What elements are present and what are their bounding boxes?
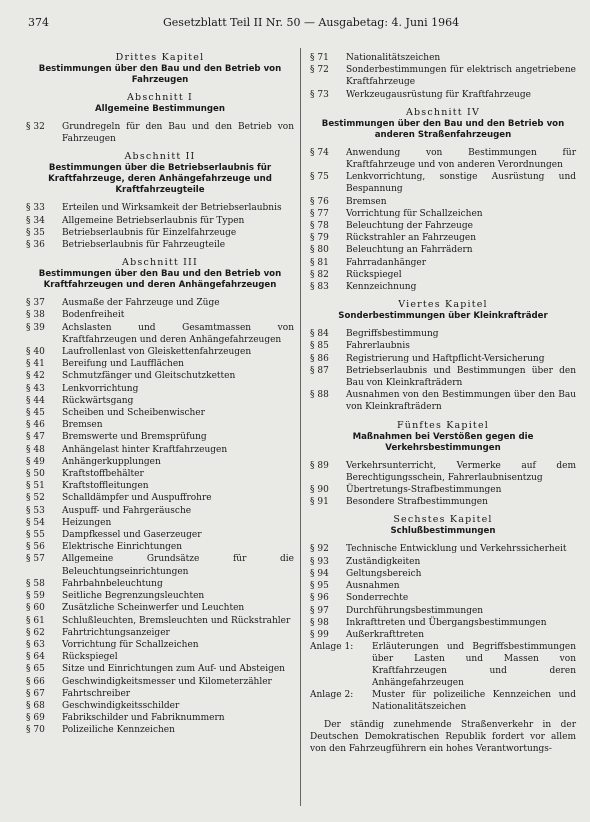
toc-entry [26, 541, 294, 553]
paragraph-number: § 74 [310, 147, 329, 158]
paragraph-number: § 93 [310, 556, 329, 567]
toc-entry [26, 419, 294, 431]
right-column [310, 52, 576, 755]
paragraph-title: Ausnahmen von den Bestimmungen über den Bau von Kleinkrafträdern [346, 390, 576, 413]
paragraph-number: § 99 [310, 629, 329, 640]
toc-entry [310, 89, 576, 101]
chapter-heading: Fünftes Kapitel [396, 419, 490, 431]
paragraph-title: Bereifung und Laufflächen [62, 359, 184, 370]
toc-entry [26, 215, 294, 227]
paragraph-title: Beleuchtung der Fahrzeuge [346, 221, 473, 232]
paragraph-number: § 70 [26, 725, 45, 736]
toc-entry [26, 615, 294, 627]
paragraph-title: Schlußleuchten, Bremsleuchten und Rückstrahler [62, 615, 291, 626]
chapter-heading: Sechstes Kapitel [393, 514, 493, 526]
paragraph-title: Technische Entwicklung und Verkehrssicherheit [346, 544, 567, 555]
paragraph-title: Inkrafttreten und Übergangsbestimmungen [346, 617, 547, 628]
paragraph-number: § 60 [26, 603, 45, 614]
paragraph-number: § 73 [310, 89, 329, 100]
toc-entry [310, 340, 576, 352]
toc-entry [26, 358, 294, 370]
toc-entry [310, 281, 576, 293]
paragraph-title: Kraftstoffleitungen [62, 481, 149, 492]
paragraph-number: § 67 [26, 688, 45, 699]
paragraph-number: § 45 [26, 408, 45, 419]
toc-entry [26, 688, 294, 700]
paragraph-number: § 75 [310, 172, 329, 183]
paragraph-title: Nationalitätszeichen [346, 53, 441, 63]
paragraph-title: Betriebserlaubnis für Fahrzeugteile [62, 240, 226, 251]
toc-entry [26, 395, 294, 407]
paragraph-number: § 36 [26, 240, 45, 251]
paragraph-title: Lenkvorrichtung, sonstige Ausrüstung und Bespannung [346, 172, 576, 195]
toc-entry [310, 568, 576, 580]
paragraph-title: Grundregeln für den Bau und den Betrieb von Fahrzeugen [62, 122, 294, 145]
paragraph-title: Achslasten und Gesamtmassen von Kraftfahrzeugen und deren Anhängefahrzeugen [62, 322, 294, 345]
toc-entry [310, 543, 576, 555]
paragraph-number: § 50 [26, 469, 45, 480]
paragraph-title: Schalldämpfer und Auspuffrohre [62, 493, 212, 504]
paragraph-title: Betriebserlaubnis für Einzelfahrzeuge [62, 227, 237, 238]
toc-entry [26, 651, 294, 663]
section-title: Bestimmungen über den Bau und den Betrieb von anderen Straßenfahrzeugen [321, 118, 565, 140]
paragraph-title: Auspuff- und Fahrgeräusche [62, 505, 192, 516]
left-column [26, 52, 294, 737]
toc-entry [310, 171, 576, 195]
toc-entry [310, 244, 576, 256]
paragraph-title: Elektrische Einrichtungen [62, 542, 183, 553]
toc-entry [26, 480, 294, 492]
paragraph-number: § 68 [26, 700, 45, 711]
paragraph-title: Dampfkessel und Gaserzeuger [62, 530, 202, 541]
toc-entry [26, 712, 294, 724]
paragraph-number: § 58 [26, 578, 45, 589]
paragraph-number: § 47 [26, 432, 45, 443]
toc-entry [26, 121, 294, 145]
toc-entry [310, 220, 576, 232]
section-title: Allgemeine Bestimmungen [95, 104, 225, 114]
paragraph-title: Seitliche Begrenzungsleuchten [62, 591, 205, 602]
paragraph-title: Zusätzliche Scheinwerfer und Leuchten [62, 603, 245, 614]
paragraph-number: § 39 [26, 322, 45, 333]
toc-entry [26, 724, 294, 736]
paragraph-number: § 38 [26, 310, 45, 321]
toc-entry [26, 468, 294, 480]
paragraph-number: § 71 [310, 53, 329, 63]
paragraph-title: Sitze und Einrichtungen zum Auf- und Absteigen [62, 664, 285, 675]
paragraph-number: § 85 [310, 341, 329, 352]
paragraph-number: § 88 [310, 390, 329, 401]
section-heading: Abschnitt II [124, 151, 196, 163]
paragraph-number: § 49 [26, 456, 45, 467]
annex-label: Anlage 1: [310, 642, 354, 653]
section-title: Bestimmungen über den Bau und den Betrieb von Fahrzeugen [38, 64, 282, 85]
paragraph-title: Geschwindigkeitsschilder [62, 700, 180, 711]
toc-entry [26, 456, 294, 468]
toc-entry [310, 389, 576, 413]
paragraph-number: § 81 [310, 257, 329, 268]
toc-entry [26, 407, 294, 419]
toc-entry [310, 605, 576, 617]
toc-entry [26, 578, 294, 590]
toc-entry [310, 556, 576, 568]
paragraph-number: § 98 [310, 617, 329, 628]
annex-title: Erläuterungen und Begriffsbestimmungen über Lasten und Massen von Kraftfahrzeugen und deren Anhängefahrzeugen [372, 642, 576, 689]
toc-entry [310, 257, 576, 269]
toc-entry [310, 64, 576, 88]
paragraph-number: § 62 [26, 627, 45, 638]
paragraph-title: Übertretungs-Strafbestimmungen [346, 485, 502, 496]
paragraph-title: Fahrradanhänger [346, 257, 427, 268]
paragraph-title: Polizeiliche Kennzeichen [62, 725, 175, 736]
toc-entry [26, 505, 294, 517]
toc-entry [26, 346, 294, 358]
toc-entry [310, 496, 576, 508]
paragraph-title: Bodenfreiheit [62, 310, 125, 321]
paragraph-number: § 69 [26, 713, 45, 724]
paragraph-title: Betriebserlaubnis und Bestimmungen über den Bau von Kleinkrafträdern [346, 365, 576, 389]
toc-entry [310, 147, 576, 171]
toc-entry [26, 202, 294, 214]
section-title: Maßnahmen bei Verstößen gegen die Verkehrsbestimmungen [352, 431, 534, 453]
paragraph-number: § 80 [310, 245, 329, 256]
paragraph-title: Fabrikschilder und Fabriknummern [62, 713, 225, 724]
paragraph-number: § 84 [310, 329, 329, 340]
toc-entry [26, 700, 294, 712]
paragraph-number: § 61 [26, 615, 45, 626]
paragraph-title: Geschwindigkeitsmesser und Kilometerzähler [62, 676, 272, 687]
paragraph-title: Bremsen [346, 196, 387, 207]
section-heading: Abschnitt IV [405, 106, 481, 118]
toc-entry [26, 297, 294, 309]
paragraph-number: § 87 [310, 365, 329, 376]
toc-entry [310, 269, 576, 281]
paragraph-title: Anhängelast hinter Kraftfahrzeugen [62, 444, 228, 455]
paragraph-number: § 63 [26, 639, 45, 650]
section-heading: Abschnitt I [126, 92, 194, 103]
paragraph-title: Bremswerte und Bremsprüfung [62, 432, 207, 443]
toc-entry [26, 239, 294, 251]
paragraph-number: § 66 [26, 676, 45, 687]
toc-entry [26, 444, 294, 456]
annex-entry [310, 689, 576, 713]
paragraph-title: Rückwärtsgang [62, 395, 134, 406]
paragraph-title: Anwendung von Bestimmungen für Kraftfahrzeuge und von anderen Verordnungen [346, 147, 576, 171]
paragraph-number: § 32 [26, 122, 45, 132]
column-divider [300, 48, 301, 806]
annex-entry [310, 641, 576, 689]
paragraph-number: § 44 [26, 395, 45, 406]
paragraph-title: Schmutzfänger und Gleitschutzketten [62, 371, 236, 382]
paragraph-title: Lenkvorrichtung [62, 383, 139, 394]
paragraph-number: § 82 [310, 269, 329, 280]
toc-entry [310, 617, 576, 629]
section-title: Bestimmungen über die Betriebserlaubnis für Kraftfahrzeuge, deren Anhängefahrzeuge und Kraftfahrzeugteile [48, 163, 272, 196]
paragraph-title: Rückspiegel [62, 652, 118, 663]
section-title: Schlußbestimmungen [390, 526, 496, 537]
paragraph-title: Sonderrechte [346, 593, 409, 604]
paragraph-title: Außerkrafttreten [346, 629, 424, 640]
paragraph-number: § 48 [26, 444, 45, 455]
toc-entry [26, 517, 294, 529]
paragraph-title: Registrierung und Haftpflicht-Versicherung [346, 353, 545, 364]
paragraph-number: § 72 [310, 65, 329, 76]
paragraph-title: Ausnahmen [346, 581, 400, 592]
paragraph-number: § 41 [26, 359, 45, 370]
paragraph-number: § 94 [310, 568, 329, 579]
toc-entry [310, 484, 576, 496]
paragraph-number: § 64 [26, 652, 45, 663]
paragraph-number: § 89 [310, 460, 329, 471]
paragraph-title: Begriffsbestimmung [346, 329, 439, 340]
page-header [28, 16, 560, 32]
paragraph-title: Zuständigkeiten [346, 556, 421, 567]
paragraph-number: § 57 [26, 554, 45, 565]
toc-entry [310, 328, 576, 340]
paragraph-number: § 97 [310, 605, 329, 616]
paragraph-title: Geltungsbereich [346, 568, 422, 579]
toc-entry [310, 232, 576, 244]
paragraph-number: § 59 [26, 591, 45, 602]
paragraph-title: Anhängerkupplungen [62, 456, 161, 467]
paragraph-number: § 91 [310, 497, 329, 508]
paragraph-number: § 37 [26, 298, 45, 309]
paragraph-number: § 55 [26, 530, 45, 541]
toc-entry [310, 365, 576, 389]
paragraph-title: Laufrollenlast von Gleiskettenfahrzeugen [62, 347, 252, 358]
paragraph-number: § 46 [26, 420, 45, 431]
paragraph-number: § 42 [26, 371, 45, 382]
paragraph-title: Bremsen [62, 420, 103, 431]
paragraph-title: Fahrtschreiber [62, 688, 131, 699]
paragraph-title: Erteilen und Wirksamkeit der Betriebserlaubnis [62, 203, 282, 214]
paragraph-title: Kraftstoffbehälter [62, 469, 144, 480]
toc-entry [26, 553, 294, 577]
paragraph-number: § 33 [26, 203, 45, 214]
paragraph-number: § 77 [310, 208, 329, 219]
section-heading: Abschnitt III [122, 257, 198, 269]
gazette-title: Gesetzblatt Teil II Nr. 50 — Ausgabetag: 4. Juni 1964 [163, 16, 460, 29]
paragraph-number: § 76 [310, 196, 329, 207]
paragraph-number: § 34 [26, 215, 45, 226]
paragraph-title: Allgemeine Betriebserlaubnis für Typen [62, 215, 245, 226]
paragraph-title: Rückspiegel [346, 269, 402, 280]
chapter-heading: Viertes Kapitel [398, 299, 488, 311]
paragraph-number: § 90 [310, 485, 329, 496]
toc-entry [26, 663, 294, 675]
paragraph-title: Beleuchtung an Fahrrädern [346, 245, 473, 256]
toc-entry [26, 627, 294, 639]
annex-title: Muster für polizeiliche Kennzeichen und Nationalitätszeichen [372, 690, 576, 713]
paragraph-title: Besondere Strafbestimmungen [346, 497, 488, 508]
toc-entry [26, 227, 294, 239]
paragraph-number: § 83 [310, 282, 329, 293]
paragraph-number: § 35 [26, 227, 45, 238]
chapter-heading: Drittes Kapitel [115, 52, 205, 63]
paragraph-title: Kennzeichnung [346, 282, 417, 293]
paragraph-number: § 54 [26, 517, 45, 528]
paragraph-title: Durchführungsbestimmungen [346, 605, 484, 616]
paragraph-number: § 96 [310, 593, 329, 604]
paragraph-title: Verkehrsunterricht, Vermerke auf dem Berechtigungsschein, Fahrerlaubnisentzug [346, 460, 576, 483]
toc-entry [310, 580, 576, 592]
section-title: Sonderbestimmungen über Kleinkrafträder [338, 311, 548, 322]
paragraph-title: Werkzeugausrüstung für Kraftfahrzeuge [346, 89, 531, 100]
paragraph-number: § 53 [26, 505, 45, 516]
paragraph-title: Ausmaße der Fahrzeuge und Züge [62, 298, 220, 309]
toc-entry [310, 460, 576, 484]
toc-entry [26, 676, 294, 688]
paragraph-number: § 43 [26, 383, 45, 394]
paragraph-title: Fahrbahnbeleuchtung [62, 578, 163, 589]
paragraph-title: Allgemeine Grundsätze für die Beleuchtungseinrichtungen [62, 554, 294, 577]
toc-entry [310, 629, 576, 641]
paragraph-number: § 95 [310, 581, 329, 592]
toc-entry [26, 492, 294, 504]
paragraph-title: Fahrerlaubnis [346, 341, 410, 352]
paragraph-number: § 51 [26, 481, 45, 492]
paragraph-number: § 86 [310, 353, 329, 364]
paragraph-number: § 92 [310, 544, 329, 555]
toc-entry [310, 208, 576, 220]
paragraph-number: § 65 [26, 664, 45, 675]
paragraph-number: § 40 [26, 347, 45, 358]
annex-label: Anlage 2: [310, 690, 354, 701]
toc-entry [26, 431, 294, 443]
paragraph-number: § 79 [310, 233, 329, 244]
toc-entry [26, 322, 294, 346]
paragraph-title: Heizungen [62, 517, 112, 528]
toc-entry [26, 602, 294, 614]
paragraph-number: § 78 [310, 221, 329, 232]
page-number: 374 [28, 16, 49, 29]
toc-entry [26, 639, 294, 651]
paragraph-title: Scheiben und Scheibenwischer [62, 408, 205, 419]
toc-entry [310, 592, 576, 604]
paragraph-number: § 52 [26, 493, 45, 504]
paragraph-number: § 56 [26, 542, 45, 553]
toc-entry [310, 353, 576, 365]
paragraph-title: Sonderbestimmungen für elektrisch angetriebene Kraftfahrzeuge [346, 65, 576, 88]
body-paragraph: Der ständig zunehmende Straßenverkehr in der Deutschen Demokratischen Republik fordert vor allem von den Fahrzeugführern ein hohes Verantwortungs- [310, 720, 576, 755]
toc-entry [26, 590, 294, 602]
paragraph-title: Vorrichtung für Schallzeichen [346, 208, 483, 219]
toc-entry [26, 383, 294, 395]
toc-entry [310, 196, 576, 208]
paragraph-title: Rückstrahler an Fahrzeugen [346, 233, 477, 244]
paragraph-title: Vorrichtung für Schallzeichen [62, 639, 199, 650]
section-title: Bestimmungen über den Bau und den Betrieb von Kraftfahrzeugen und deren Anhängefahrzeugen [38, 269, 282, 291]
toc-entry [310, 52, 576, 64]
toc-entry [26, 370, 294, 382]
toc-entry [26, 309, 294, 321]
toc-entry [26, 529, 294, 541]
paragraph-title: Fahrtrichtungsanzeiger [62, 627, 170, 638]
